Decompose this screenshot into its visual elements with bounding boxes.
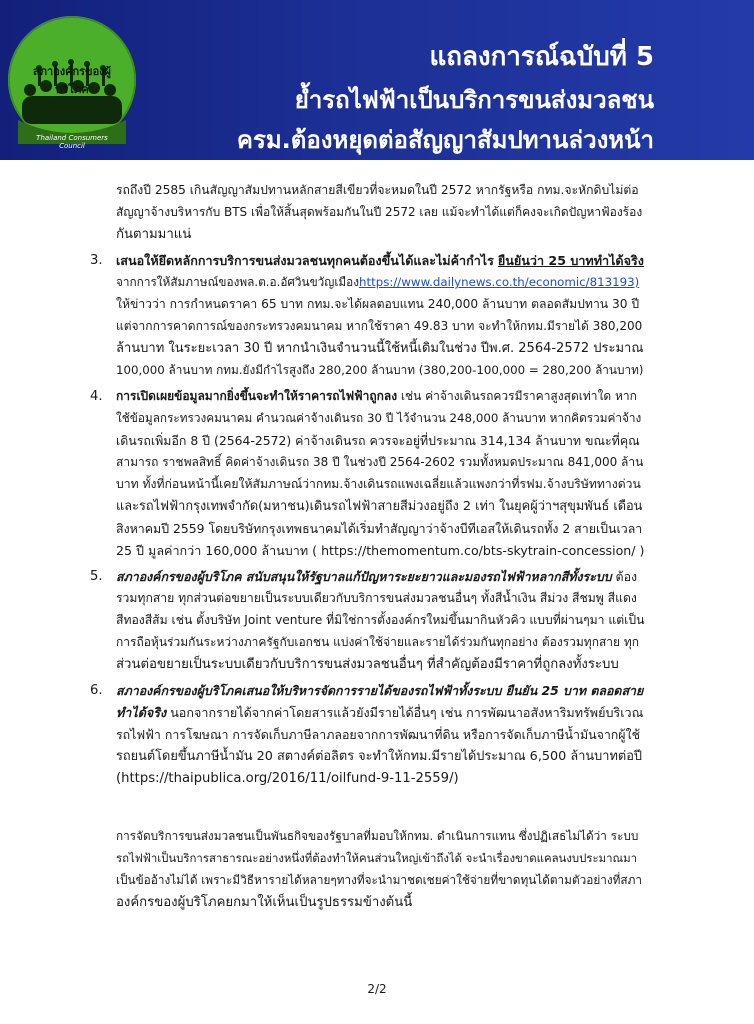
list-item-line: ใช้ข้อมูลกระทรวงคมนาคม คำนวณค่าจ้างเดินรถ 30 ปี ไว้จำนวน 248,000 ล้านบาท หากคิดรวมค่าจ้าง bbox=[116, 411, 642, 425]
list-item-line: เดินรถเพิ่มอีก 8 ปี (2564-2572) ค่าจ้างเดินรถ ควรจะอยู่ที่ประมาณ 314,134 ล้านบาท ขณะที่คุณ bbox=[116, 433, 640, 448]
intro-line: กันตามมาแน่ bbox=[116, 227, 192, 242]
item-heading-bold: การเปิดเผยข้อมูลมากยิ่งขึ้นจะทำให้ราคารถไฟฟ้าถูกลง bbox=[116, 389, 398, 403]
intro-line: รถถึงปี 2585 เกินสัญญาสัมปทานหลักสายสีเขียวที่จะหมดในปี 2572 หากรัฐหรือ กทม.จะหักดิบไม่ต่อ bbox=[116, 183, 639, 197]
list-item-line: ให้ข่าวว่า การกำหนดราคา 65 บาท กทม.จะได้ผลตอบแทน 240,000 ล้านบาท ตลอดสัมปทาน 30 ปี bbox=[116, 297, 640, 311]
logo-text-th: สภาองค์กรของผู้บริโภค bbox=[33, 65, 111, 96]
list-item-line: การถือหุ้นร่วมกันระหว่างภาครัฐกับเอกชน แบ่งค่าใช้จ่ายและรายได้ร่วมกันทุกอย่าง ต้องรวมทุกสาย ทุก bbox=[116, 635, 640, 649]
item-text: เช่น ค่าจ้างเดินรถควรมีราคาสูงสุดเท่าใด หาก bbox=[397, 389, 637, 403]
item-number: 3. bbox=[90, 253, 103, 268]
closing-line: การจัดบริการขนส่งมวลชนเป็นพันธกิจของรัฐบาลที่มอบให้กทม. ดำเนินการแทน ซึ่งปฏิเสธไม่ได้ว่า ระบบ bbox=[116, 829, 639, 843]
closing-line: องค์กรของผู้บริโภคยกมาให้เห็นเป็นรูปธรรมข้างต้นนี้ bbox=[116, 895, 413, 910]
list-item-line: รถไฟฟ้า การโฆษณา การจัดเก็บภาษีลาภลอยจากการพัฒนาที่ดิน หรือการจัดเก็บภาษีน้ำมันจากผู้ใช้ bbox=[116, 727, 641, 742]
list-item-line: สีทองสีส้ม เช่น ตั้งบริษัท Joint venture ที่มิใช่การตั้งองค์กรใหม่ขึ้นมากินหัวคิว แบบที่ผ่านๆมา แต่เป็น bbox=[116, 613, 645, 627]
list-item-4-heading bbox=[116, 386, 637, 407]
list-item-line: บาท ทั้งที่ก่อนหน้านี้เคยให้สัมภาษณ์ว่ากทม.จ้างเดินรถแพงเฉลี่ยแล้วแพงกว่าที่รฟม.จ้างบริษัททางด่วน bbox=[116, 477, 641, 491]
list-item-line: และรถไฟฟ้ากรุงเทพจำกัด(มหาชน)เดินรถไฟฟ้าสายสีม่วงอยู่ถึง 2 เท่า ในยุคผู้ว่าฯสุขุมพันธ์ เดือน bbox=[116, 499, 643, 514]
list-item-line bbox=[116, 702, 643, 723]
item-heading-bold: เสนอให้ยึดหลักการบริการขนส่งมวลชนทุกคนต้องขึ้นได้และไม่ค้ากำไร bbox=[116, 253, 494, 268]
consumer-council-logo bbox=[8, 16, 136, 150]
list-item-line: แต่จากการคาดการณ์ของกระทรวงคมนาคม หากใช้ราคา 49.83 บาท จะทำให้กทม.มีรายได้ 380,200 bbox=[116, 319, 643, 333]
list-item-line: สามารถ ราชพลสิทธิ์ คิดค่าจ้างเดินรถ 38 ปี ในช่วงปี 2564-2602 รวมทั้งหมดประมาณ 841,000 ล้าน bbox=[116, 455, 644, 469]
list-item-line: 100,000 ล้านบาท กทม.ยังมีกำไรสูงถึง 280,200 ล้านบาท (380,200-100,000 = 280,200 ล้านบาท) bbox=[116, 363, 644, 377]
list-item-line: รวมทุกสาย ทุกส่วนต่อขยายเป็นระบบเดียวกับบริการขนส่งมวลชนอื่นๆ ทั้งสีน้ำเงิน สีม่วง สีชมพู สีแดง bbox=[116, 591, 637, 605]
item-heading-bold: สภาองค์กรของผู้บริโภคเสนอให้บริหารจัดการรายได้ของรถไฟฟ้าทั้งระบบ ยืนยัน 25 บาท ตลอดสาย bbox=[116, 683, 644, 698]
page-number: 2/2 bbox=[367, 982, 387, 996]
item-number: 4. bbox=[90, 389, 103, 404]
list-item-line: ส่วนต่อขยายเป็นระบบเดียวกับบริการขนส่งมวลชนอื่นๆ ที่สำคัญต้องมีราคาที่ถูกลงทั้งระบบ bbox=[116, 657, 619, 672]
list-item-line: รถยนต์โดยขึ้นภาษีน้ำมัน 20 สตางค์ต่อลิตร จะทำให้กทม.มีรายได้ประมาณ 6,500 ล้านบาทต่อปี bbox=[116, 749, 643, 764]
list-item-3-heading bbox=[116, 250, 644, 271]
list-item-6-heading bbox=[116, 680, 643, 701]
intro-line: สัญญาจ้างบริหารกับ BTS เพื่อให้สิ้นสุดพร้อมกันในปี 2572 เลย แม้จะทำได้แต่ก็คงจะเกิดปัญหาฟ้องร้อง bbox=[116, 205, 643, 219]
closing-line: รถไฟฟ้าเป็นบริการสาธารณะอย่างหนึ่งที่ต้องทำให้คนส่วนใหญ่เข้าถึงได้ จะนำเรื่องขาดแคลนงบประมาณมา bbox=[116, 851, 637, 865]
list-item-line: สิงหาคมปี 2559 โดยบริษัทกรุงเทพธนาคมได้เริ่มทำสัญญาว่าจ้างบีทีเอสให้เดินรถทั้ง 2 สายเป็นเวลา bbox=[116, 521, 643, 536]
statement-headline-1: ย้ำรถไฟฟ้าเป็นบริการขนส่งมวลชน bbox=[294, 86, 654, 114]
item-heading-bold: สภาองค์กรของผู้บริโภค สนับสนุนให้รัฐบาลแก้ปัญหาระยะยาวและมองรถไฟฟ้าหลากสีทั้งระบบ bbox=[116, 569, 612, 584]
item-number: 6. bbox=[90, 683, 103, 698]
item-heading-bold: ทำได้จริง bbox=[116, 705, 167, 720]
item-text: นอกจากรายได้จากค่าโดยสารแล้วยังมีรายได้อื่นๆ เช่น การพัฒนาอสังหาริมทรัพย์บริเวณ bbox=[166, 705, 644, 720]
statement-headline-2: ครม.ต้องหยุดต่อสัญญาสัมปทานล่วงหน้า bbox=[236, 126, 654, 154]
item-text: จากการให้สัมภาษณ์ของพล.ต.อ.อัศวินขวัญเมือง bbox=[116, 275, 359, 289]
closing-line: เป็นข้ออ้างไม่ได้ เพราะมีวิธีหารายได้หลายๆทางที่จะนำมาชดเชยค่าใช้จ่ายที่ขาดทุนได้ตามตัวอย่างที่สภา bbox=[116, 873, 642, 887]
item-text: ต้อง bbox=[611, 569, 638, 584]
logo-text-en: Thailand Consumers Council bbox=[36, 134, 108, 150]
item-number: 5. bbox=[90, 569, 103, 584]
dailynews-link[interactable]: https://www.dailynews.co.th/economic/813193) bbox=[358, 275, 640, 289]
statement-number-title: แถลงการณ์ฉบับที่ 5 bbox=[429, 42, 654, 72]
list-item-line: (https://thaipublica.org/2016/11/oilfund-9-11-2559/) bbox=[116, 771, 459, 786]
header-banner bbox=[0, 0, 754, 160]
list-item-5-heading bbox=[116, 566, 637, 587]
list-item-line bbox=[116, 272, 639, 293]
list-item-line: 25 ปี มูลค่ากว่า 160,000 ล้านบาท ( https://themomentum.co/bts-skytrain-concession/ ) bbox=[116, 543, 645, 558]
list-item-line: ล้านบาท ในระยะเวลา 30 ปี หากนำเงินจำนวนนี้ใช้หนี้เดิมในช่วง ปีพ.ศ. 2564-2572 ประมาณ bbox=[116, 341, 644, 356]
item-heading-emphasis: ยืนยันว่า 25 บาททำได้จริง bbox=[497, 253, 644, 268]
